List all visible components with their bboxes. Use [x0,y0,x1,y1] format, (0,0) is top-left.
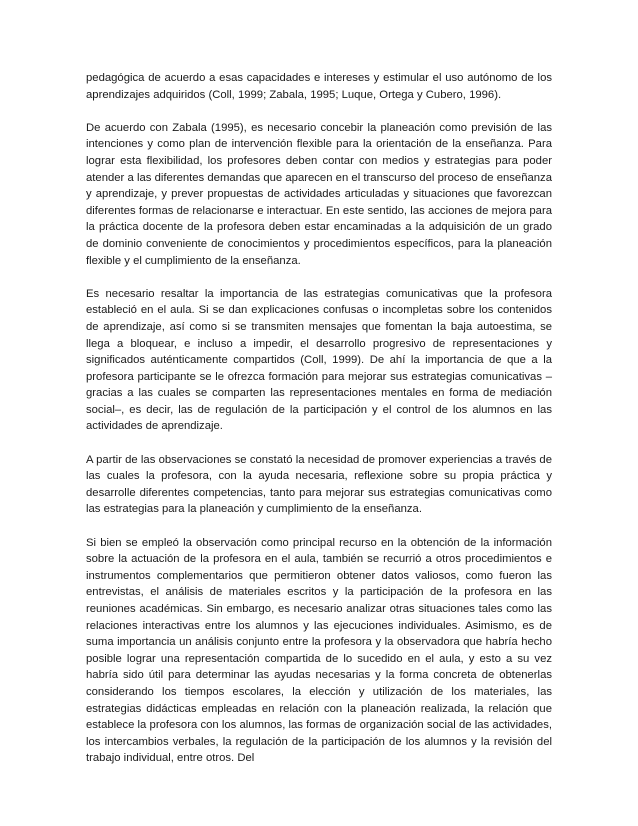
paragraph-5: Si bien se empleó la observación como principal recurso en la obtención de la información sobre la actuación de la profesora en el aula, también se recurrió a otros procedimientos e instrumentos complementarios que permitieron obtener datos valiosos, como fueron las entrevistas, el análisis de materiales escritos y la participación de la profesora en las reuniones académicas. Sin embargo, es necesario analizar otras situaciones tales como las relaciones interactivas entre los alumnos y las ejecuciones individuales. Asimismo, es de suma importancia un análisis conjunto entre la profesora y la observadora que habría hecho posible lograr una representación compartida de lo sucedido en el aula, y esto a su vez habría sido útil para determinar las ayudas necesarias y la forma concreta de obtenerlas considerando los tiempos escolares, la elección y utilización de los materiales, las estrategias didácticas empleadas en relación con la planeación realizada, la relación que establece la profesora con los alumnos, las formas de organización social de las actividades, los intercambios verbales, la regulación de la participación de los alumnos y la revisión del trabajo individual, entre otros. Del [86,536,552,765]
paragraph-3: Es necesario resaltar la importancia de las estrategias comunicativas que la profesora estableció en el aula. Si se dan explicaciones confusas o incompletas sobre los contenidos de aprendizaje, así como si se transmiten mensajes que fomentan la baja autoestima, se llega a bloquear, e incluso a impedir, el desarrollo progresivo de representaciones y significados auténticamente compartidos (Coll, 1999). De ahí la importancia de que a la profesora participante se le ofrezca formación para mejorar sus estrategias comunicativas –gracias a las cuales se comparten las representaciones mentales en forma de mediación social–, es decir, las de regulación de la participación y el control de los alumnos en las actividades de aprendizaje. [86,287,552,433]
paragraph-4: A partir de las observaciones se constató la necesidad de promover experiencias a través de las cuales la profesora, con la ayuda necesaria, reflexione sobre su propia práctica y desarrolle diferentes competencias, tanto para mejorar sus estrategias comunicativas como las estrategias para la planeación y cumplimiento de la enseñanza. [86,453,552,516]
paragraph-1: pedagógica de acuerdo a esas capacidades e intereses y estimular el uso autónomo de los aprendizajes adquiridos (Coll, 1999; Zabala, 1995; Luque, Ortega y Cubero, 1996). [86,72,552,101]
paragraph-2: De acuerdo con Zabala (1995), es necesario concebir la planeación como previsión de las intenciones y como plan de intervención flexible para la orientación de la enseñanza. Para lograr esta flexibilidad, los profesores deben contar con medios y estrategias para poder atender a las diferentes demandas que aparecen en el transcurso del proceso de enseñanza y aprendizaje, y prever propuestas de actividades articuladas y situaciones que favorezcan diferentes formas de relacionarse e interactuar. En este sentido, las acciones de mejora para la práctica docente de la profesora deben estar encaminadas a la adquisición de un grado de dominio conveniente de conocimientos y procedimientos específicos, para la planeación flexible y el cumplimiento de la enseñanza. [86,121,552,267]
document-page [86,70,552,767]
